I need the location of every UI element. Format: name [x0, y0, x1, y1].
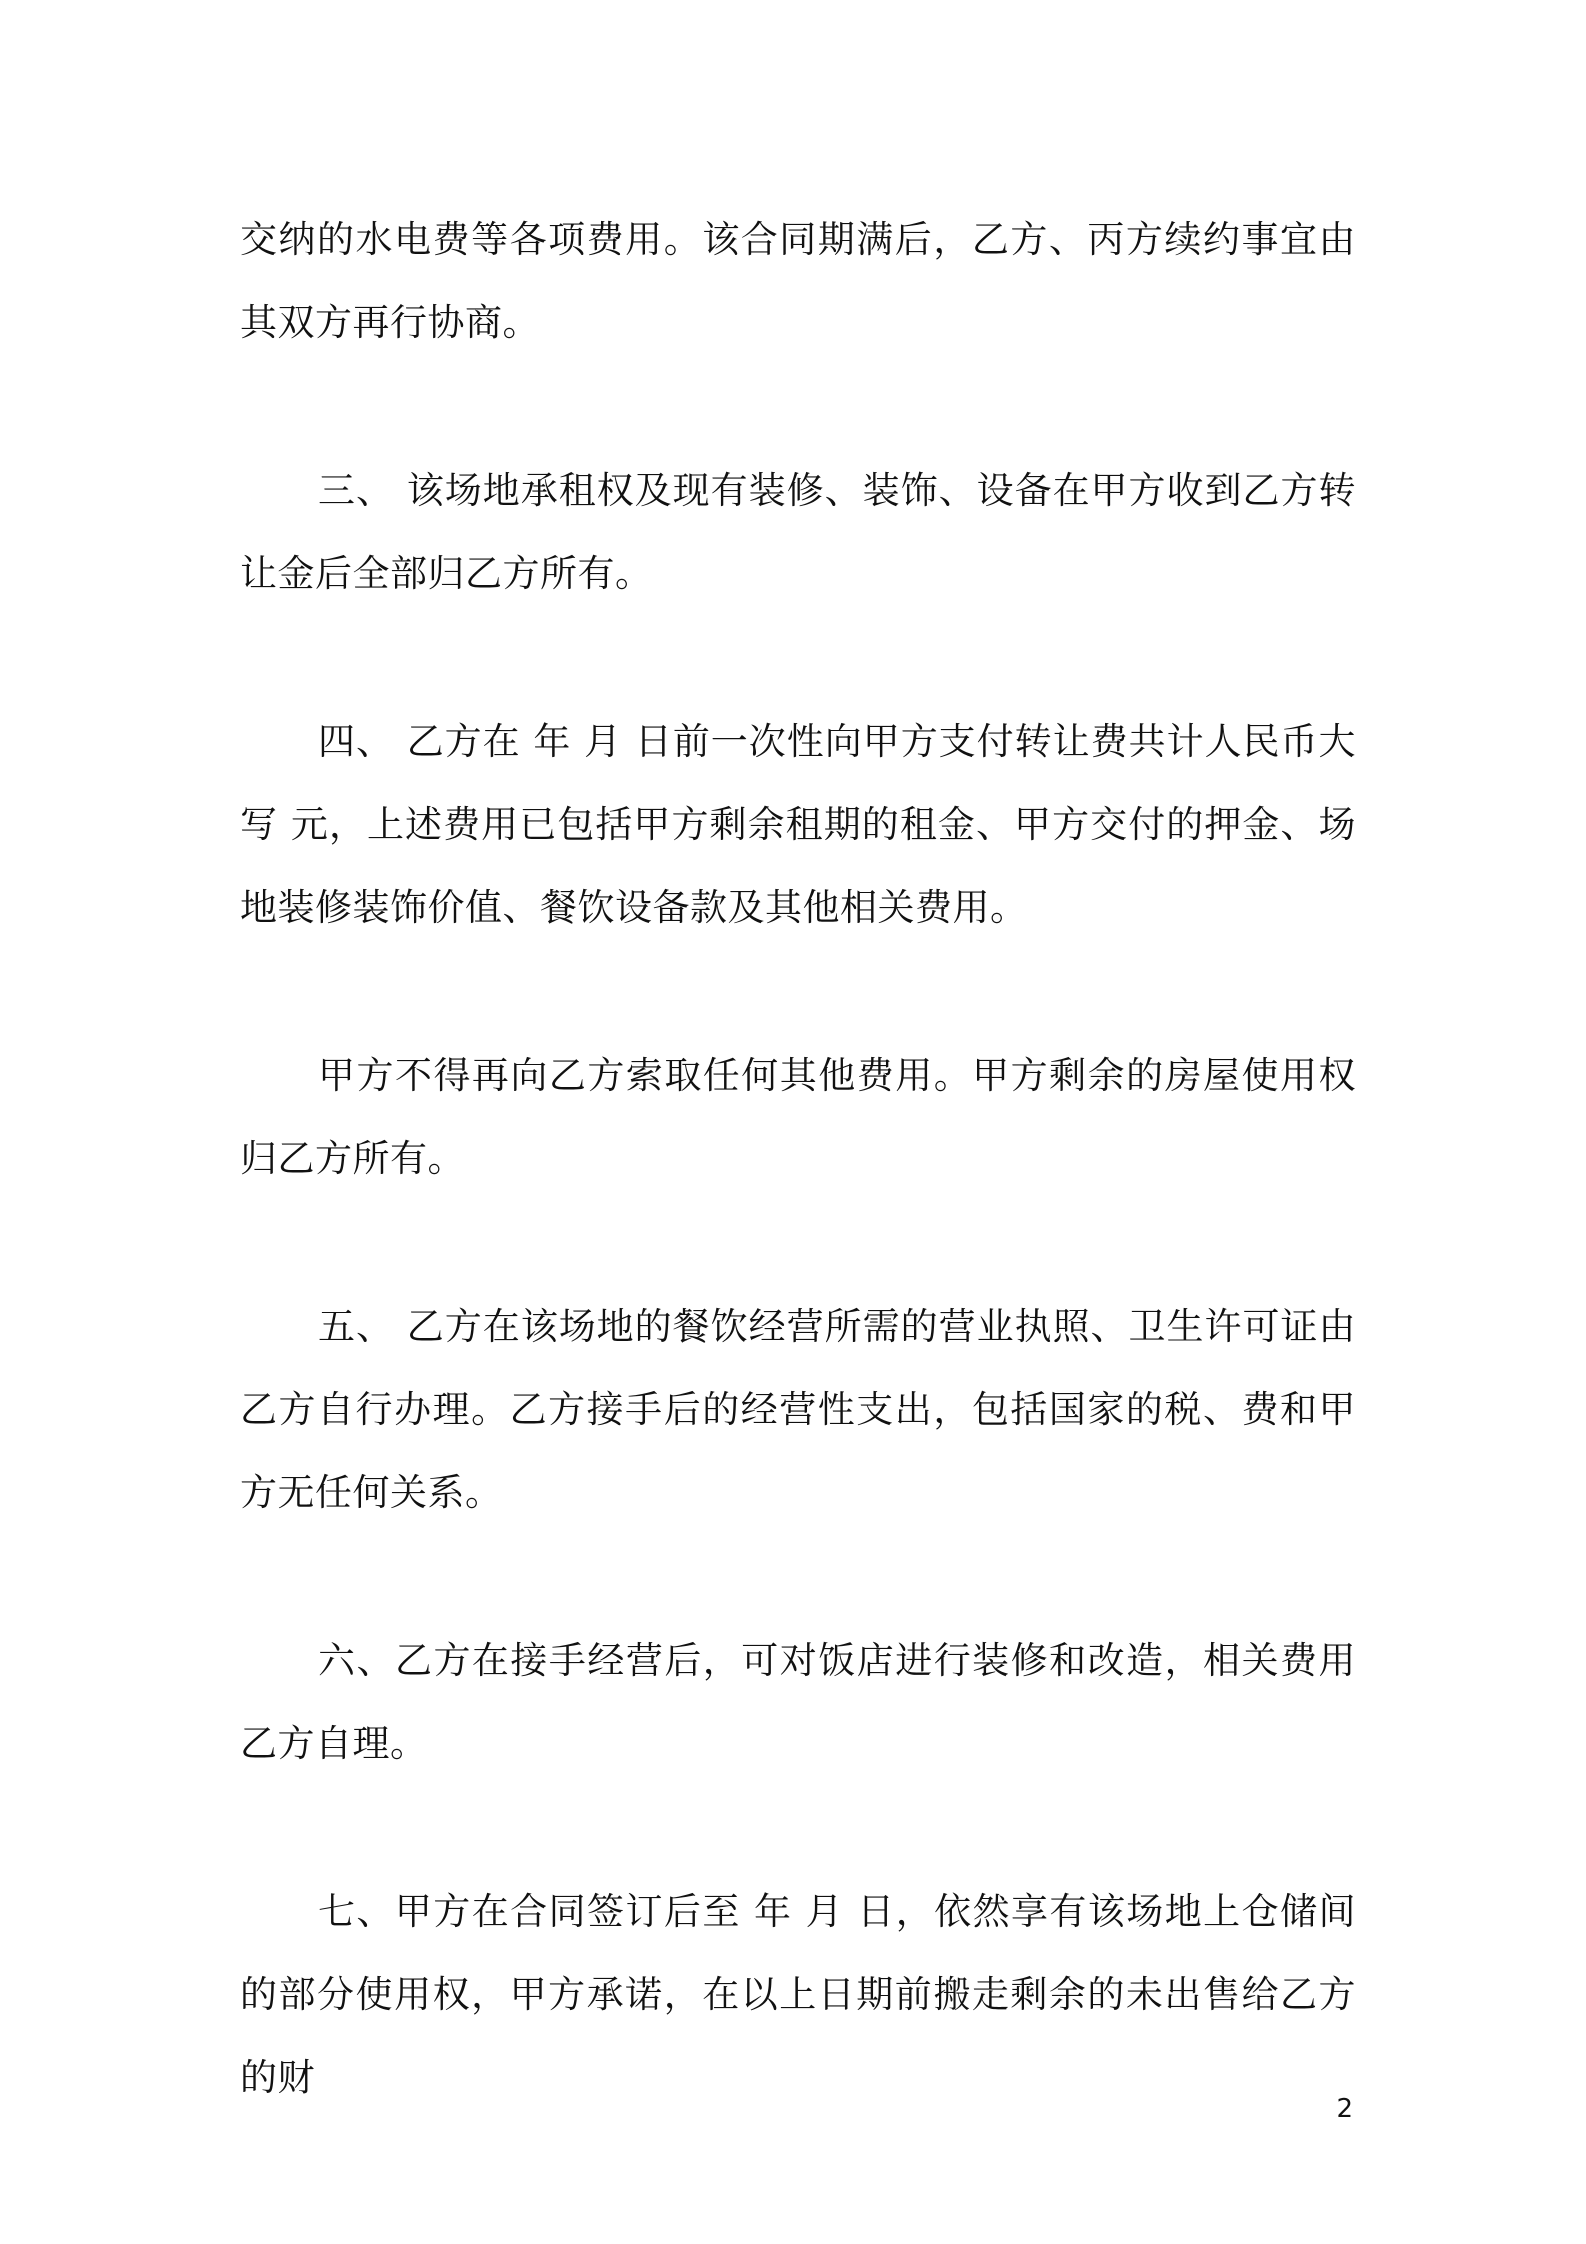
document-body: [240, 198, 1356, 2204]
clause-6: 六、乙方在接手经营后，可对饭店进行装修和改造，相关费用乙方自理。: [240, 1639, 1356, 1765]
page-number: 2: [1336, 2094, 1353, 2124]
clause-5: 五、 乙方在该场地的餐饮经营所需的营业执照、卫生许可证由乙方自行办理。乙方接手后的经营性支出，包括国家的税、费和甲方无任何关系。: [240, 1305, 1356, 1514]
clause-4-supplement: 甲方不得再向乙方索取任何其他费用。甲方剩余的房屋使用权归乙方所有。: [240, 1054, 1356, 1180]
clause-4: 四、 乙方在 年 月 日前一次性向甲方支付转让费共计人民币大写 元，上述费用已包括甲方剩余租期的租金、甲方交付的押金、场地装修装饰价值、餐饮设备款及其他相关费用。: [240, 720, 1356, 929]
paragraph-continuation: 交纳的水电费等各项费用。该合同期满后，乙方、丙方续约事宜由其双方再行协商。: [240, 218, 1356, 344]
clause-7: 七、甲方在合同签订后至 年 月 日，依然享有该场地上仓储间的部分使用权，甲方承诺，在以上日期前搬走剩余的未出售给乙方的财: [240, 1890, 1356, 2099]
clause-3: 三、 该场地承租权及现有装修、装饰、设备在甲方收到乙方转让金后全部归乙方所有。: [240, 469, 1356, 595]
